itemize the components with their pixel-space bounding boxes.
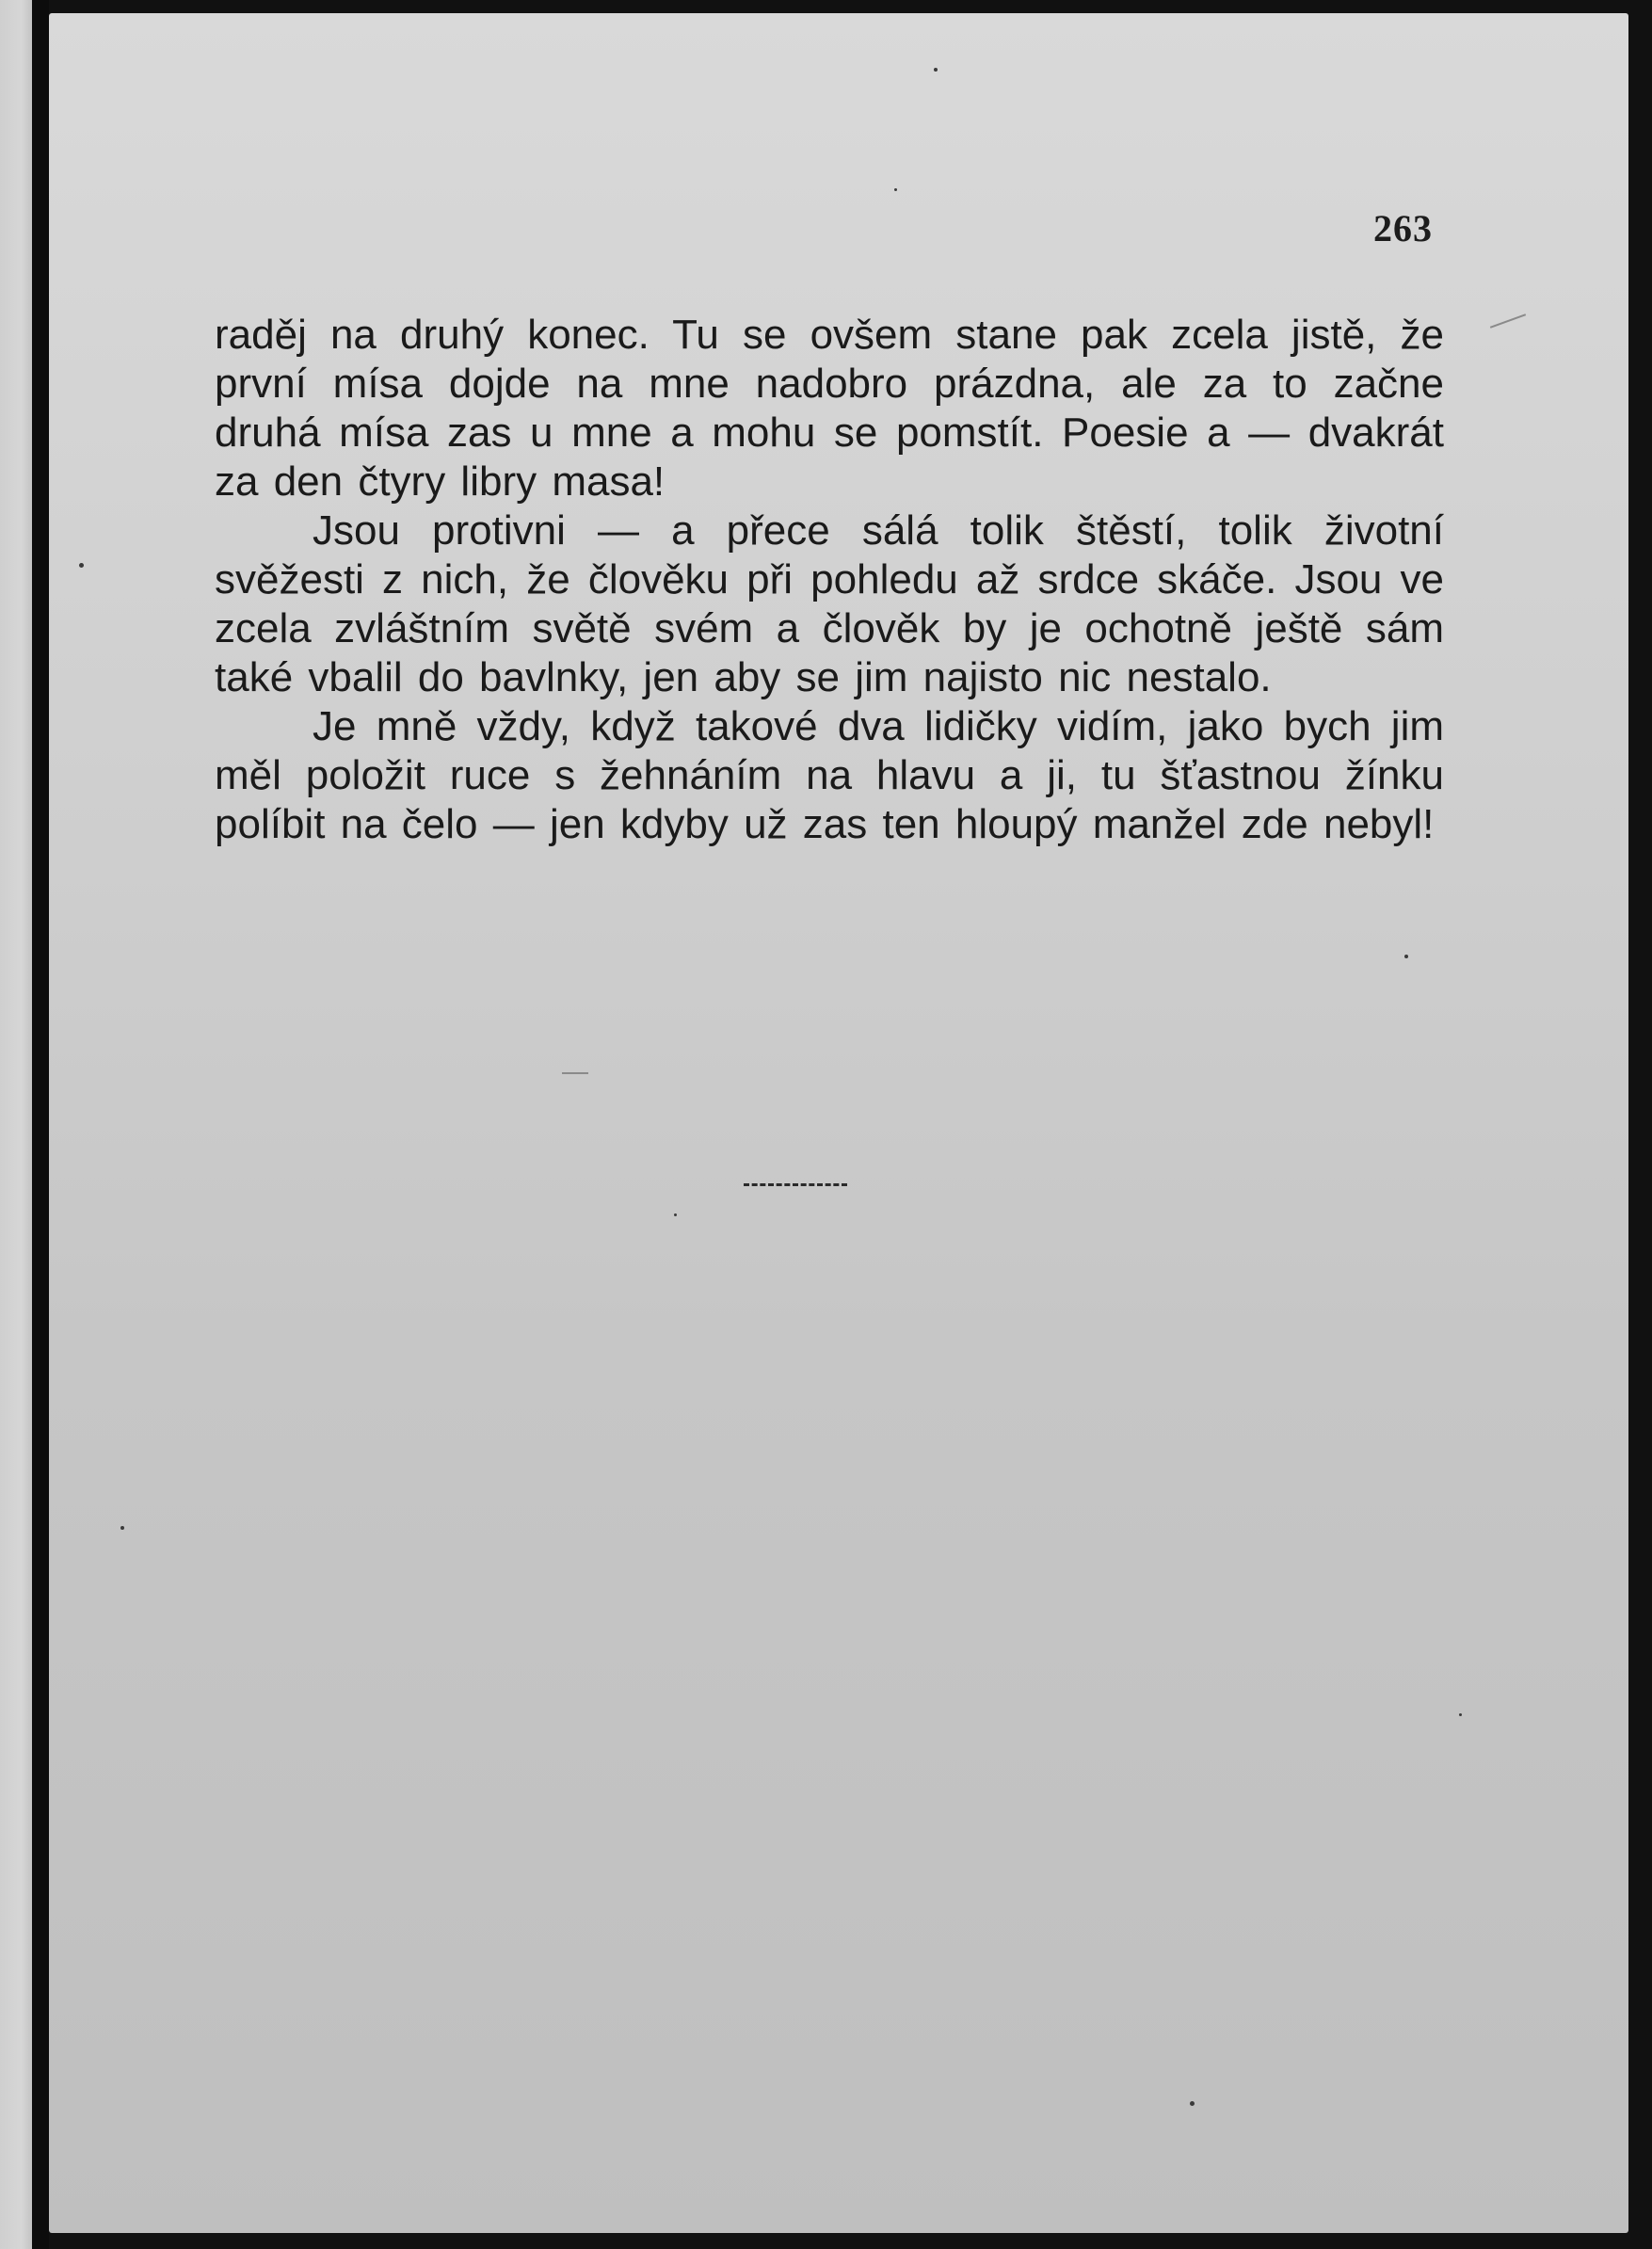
dust-speck: [1459, 1713, 1462, 1716]
paragraph-2: Jsou protivni — a přece sálá tolik štěstí, tolik životní svěžesti z nich, že člověku při pohledu až srdce skáče. Jsou ve zcela zvláštním světě svém a člověk by je ochotně ještě sám také vbalil do bavlnky, jen aby se jim najisto nic nestalo.: [215, 507, 1444, 700]
previous-page-edge: [0, 0, 36, 2249]
paragraph-1: raděj na druhý konec. Tu se ovšem stane pak zcela jistě, že první mísa dojde na mne nadobro prázdna, ale za to začne druhá mísa zas u mne a mohu se pomstít. Poesie a — dvakrát za den čtyry libry masa!: [215, 312, 1444, 505]
paragraph-3: Je mně vždy, když takové dva lidičky vidím, jako bych jim měl položit ruce s žehnáním na hlavu a ji, tu šťastnou žínku políbit na čelo — jen kdyby už zas ten hloupý manžel zde nebyl!: [215, 703, 1444, 847]
dust-speck: [1190, 2101, 1195, 2106]
dust-speck: [1404, 955, 1408, 958]
dust-speck: [120, 1526, 124, 1530]
binding-shadow: [32, 0, 49, 2249]
book-page: [49, 13, 1628, 2233]
dust-speck: [934, 68, 938, 72]
body-text: [215, 311, 1444, 849]
scan-mark: [562, 1072, 588, 1074]
scan-mark: [1490, 313, 1526, 329]
dust-speck: [894, 188, 897, 191]
page-number: 263: [1373, 207, 1433, 249]
section-divider: [744, 1183, 847, 1186]
dust-speck: [79, 563, 84, 568]
dust-speck: [674, 1213, 677, 1216]
